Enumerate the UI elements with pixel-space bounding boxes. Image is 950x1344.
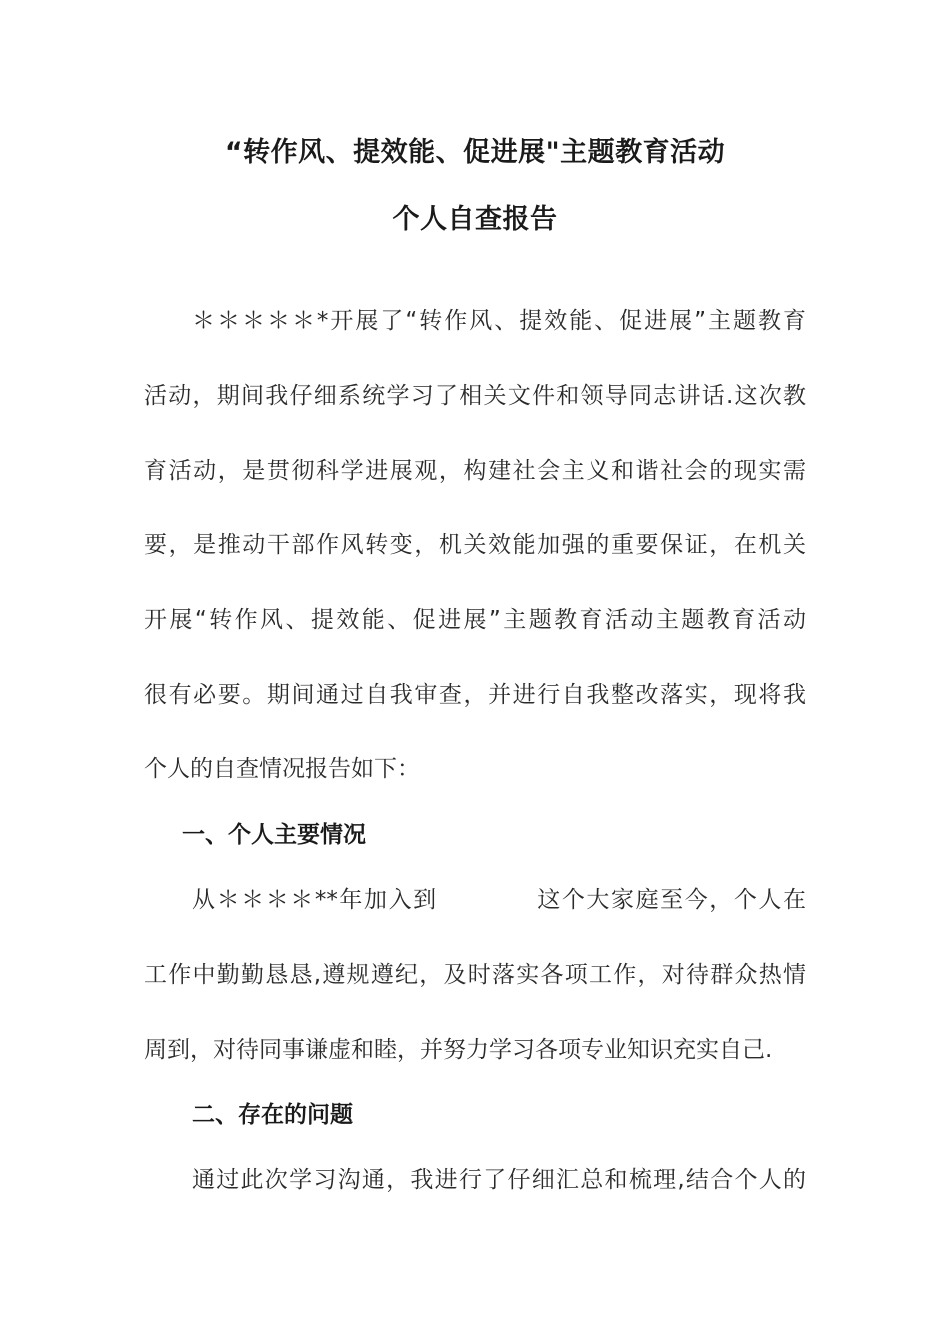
section1-line-3: 周到，对待同事谦虚和睦，并努力学习各项专业知识充实自己. <box>144 1037 773 1063</box>
intro-line-3: 育活动，是贯彻科学进展观，构建社会主义和谐社会的现实需 <box>144 458 806 484</box>
document-title-line2: 个人自查报告 <box>392 204 558 235</box>
section2-line-1: 通过此次学习沟通，我进行了仔细汇总和梳理,结合个人的 <box>192 1167 806 1193</box>
intro-line-6: 很有必要。期间通过自我审查，并进行自我整改落实，现将我 <box>144 682 806 708</box>
section1-heading: 一、个人主要情况 <box>182 822 366 848</box>
intro-line-2: 活动，期间我仔细系统学习了相关文件和领导同志讲话.这次教 <box>144 383 806 409</box>
document-title-line1: “转作风、提效能、促进展"主题教育活动 <box>224 137 726 168</box>
section1-line-2: 工作中勤勤恳恳,遵规遵纪，及时落实各项工作，对待群众热情 <box>144 962 806 988</box>
section1-line-1 <box>192 881 806 914</box>
intro-line-7: 个人的自查情况报告如下： <box>144 756 420 782</box>
intro-line-4: 要，是推动干部作风转变，机关效能加强的重要保证，在机关 <box>144 532 806 558</box>
section2-heading: 二、存在的问题 <box>192 1102 353 1128</box>
intro-line-5: 开展“转作风、提效能、促进展”主题教育活动主题教育活动 <box>144 607 806 633</box>
intro-line-1: ＊＊＊＊＊*开展了“转作风、提效能、促进展”主题教育 <box>192 308 806 334</box>
section1-line-1-part1: 从＊＊＊＊**年加入到 <box>192 887 438 913</box>
section1-line-1-part2: 这个大家庭至今，个人在 <box>535 887 807 913</box>
